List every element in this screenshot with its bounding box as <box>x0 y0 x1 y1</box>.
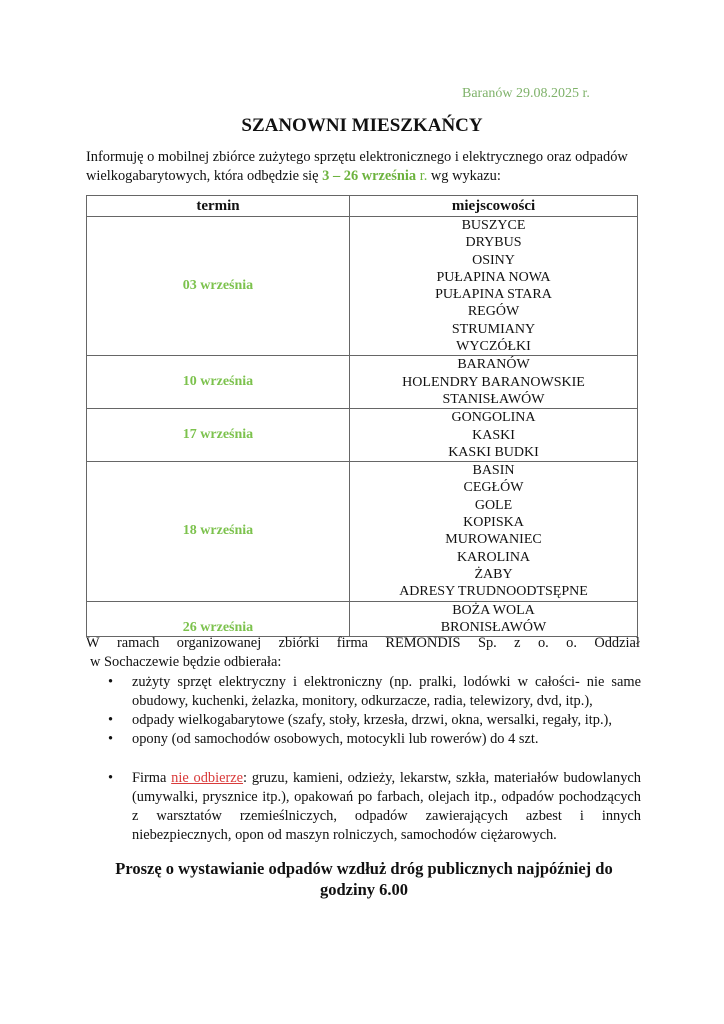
table-row <box>87 356 638 409</box>
place-name: KOPISKA <box>463 515 524 531</box>
place-name: BARANÓW <box>457 357 530 373</box>
rejected-text: : gruzu, kamieni, odzieży, lekarstw, szkła, materiałów budowlanych (umywalki, prysznice itp.), opakowań po farbach, olejach itp., odpadów pochodzących z warsztatów rzemieślniczych, odpadów zawierających azbest i innych niebezpiecznych, opon od maszyn rolniczych, samochodów ciężarowych. <box>132 770 641 843</box>
bullet-icon: • <box>108 731 114 747</box>
place-name: HOLENDRY BARANOWSKIE <box>402 374 585 390</box>
place-name: KASKI <box>472 427 515 443</box>
footer-line-2: godziny 6.00 <box>319 880 408 899</box>
table-row <box>87 217 638 356</box>
rejected-item <box>108 769 641 845</box>
document-title: SZANOWNI MIESZKAŃCY <box>241 115 483 136</box>
place-name: BUSZYCE <box>461 218 526 233</box>
intro-date-range: 3 – 26 września <box>322 168 417 184</box>
termin-cell: 18 września <box>87 462 350 601</box>
table-row <box>87 462 638 601</box>
termin-cell: 10 września <box>87 356 350 409</box>
header-termin: termin <box>87 196 350 217</box>
paragraph-word: zbiórki <box>278 635 320 651</box>
place-name: STRUMIANY <box>451 321 536 337</box>
place-name: BOŻA WOLA <box>452 602 535 618</box>
paragraph-word: Oddział <box>594 635 640 651</box>
place-name: CEGŁÓW <box>463 480 524 496</box>
table-row <box>87 409 638 462</box>
place-name: PUŁAPINA NOWA <box>436 269 551 285</box>
intro-text-after: wg wykazu: <box>427 168 501 184</box>
place-name: DRYBUS <box>465 235 522 251</box>
bullet-icon: • <box>108 712 114 728</box>
accepted-item-text: zużyty sprzęt elektryczny i elektroniczny (np. pralki, lodówki w całości- nie same obudowy, kuchenki, żelazka, monitory, odkurzacze, radia, telewizory, dvd, itp.), <box>132 674 641 709</box>
bullet-icon: • <box>108 770 114 786</box>
table-header-row <box>87 196 638 217</box>
place-name: KAROLINA <box>456 549 531 565</box>
places-cell <box>350 409 638 462</box>
termin-cell: 26 września <box>87 601 350 637</box>
place-name: STANISŁAWÓW <box>442 391 545 407</box>
place-name: PUŁAPINA STARA <box>435 287 552 303</box>
place-name: REGÓW <box>467 304 520 320</box>
table-row <box>87 601 638 637</box>
place-name: WYCZÓŁKI <box>456 339 531 355</box>
places-cell <box>350 601 638 637</box>
accepted-item <box>108 711 641 730</box>
place-name: ADRESY TRUDNOODTSĘPNE <box>399 584 588 600</box>
paragraph-word: ramach <box>117 635 160 651</box>
paragraph-word: o. <box>566 635 577 651</box>
paragraph-word: W <box>86 635 100 651</box>
accepted-item <box>108 730 641 749</box>
accepted-item-text: odpady wielkogabarytowe (szafy, stoły, krzesła, drzwi, okna, wersalki, regały, itp.), <box>132 712 612 728</box>
remondis-paragraph <box>86 634 640 672</box>
schedule-table <box>86 195 638 637</box>
intro-date-suffix: r. <box>416 168 428 184</box>
place-name: GOLE <box>474 497 513 513</box>
paragraph-word: organizowanej <box>176 635 262 651</box>
places-cell <box>350 217 638 356</box>
place-name: MUROWANIEC <box>445 532 542 548</box>
paragraph-line-1 <box>86 634 640 653</box>
document-date: Baranów 29.08.2025 r. <box>462 86 590 101</box>
place-name: BRONISŁAWÓW <box>440 619 547 635</box>
paragraph-word: Sp. <box>477 635 497 651</box>
place-name: ŻABY <box>474 566 513 582</box>
rejected-emphasis: nie odbierze <box>171 770 244 786</box>
paragraph-word: z <box>514 635 521 651</box>
accepted-item-text: opony (od samochodów osobowych, motocykli lub rowerów) do 4 szt. <box>132 731 539 747</box>
bullet-icon: • <box>108 674 114 690</box>
termin-cell: 17 września <box>87 409 350 462</box>
place-name: OSINY <box>472 252 515 268</box>
accepted-item <box>108 673 641 711</box>
places-cell <box>350 462 638 601</box>
paragraph-line-2: w Sochaczewie będzie odbierała: <box>90 654 282 670</box>
place-name: GONGOLINA <box>451 410 536 426</box>
place-name: KASKI BUDKI <box>448 444 539 460</box>
intro-text-before: Informuję o mobilnej zbiórce zużytego sprzętu elektronicznego i elektrycznego oraz odpadów wielkogabarytowych, która odbędzie się <box>86 149 628 184</box>
paragraph-word: firma <box>336 635 368 651</box>
paragraph-word: o. <box>537 635 549 651</box>
termin-cell: 03 września <box>87 217 350 356</box>
rejected-items-list <box>108 769 641 845</box>
footer-line-1: Proszę o wystawianie odpadów wzdłuż dróg publicznych najpóźniej do <box>115 859 613 878</box>
header-miejscowosci: miejscowości <box>350 196 638 217</box>
footer-notice <box>86 858 642 900</box>
accepted-items-list <box>108 673 641 749</box>
places-cell <box>350 356 638 409</box>
place-name: BASIN <box>472 463 515 479</box>
paragraph-word: REMONDIS <box>385 635 461 651</box>
intro-paragraph <box>86 148 644 186</box>
rejected-prefix: Firma <box>132 770 172 786</box>
